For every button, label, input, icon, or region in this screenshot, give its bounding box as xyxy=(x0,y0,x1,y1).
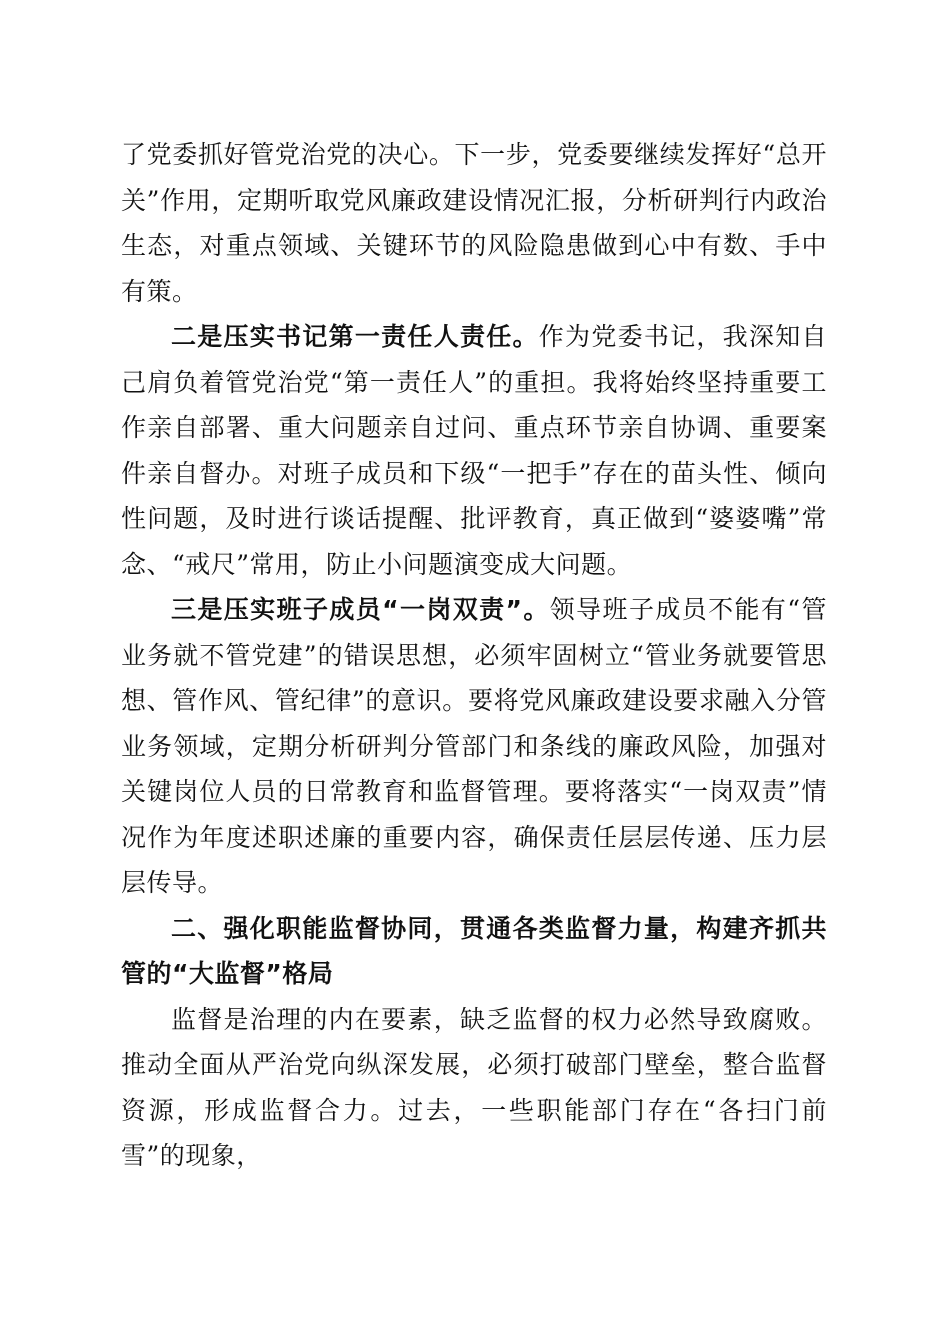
paragraph-body-team: 领导班子成员不能有“管业务就不管党建”的错误思想，必须牢固树立“管业务就要管思想、管作风、管纪律”的意识。要将党风廉政建设要求融入分管业务领域，定期分析研判分管部门和条线的廉政风险，加强对关键岗位人员的日常教育和监督管理。要将落实“一岗双责”情况作为年度述职述廉的重要内容，确保责任层层传递、压力层层传导。 xyxy=(121,595,827,897)
document-body xyxy=(121,132,827,1179)
paragraph-continuation: 了党委抓好管党治党的决心。下一步，党委要继续发挥好“总开关”作用，定期听取党风廉政建设情况汇报，分析研判行内政治生态，对重点领域、关键环节的风险隐患做到心中有数、手中有策。 xyxy=(121,140,827,306)
paragraph-secretary-responsibility xyxy=(121,314,827,587)
section-heading: 二、强化职能监督协同，贯通各类监督力量，构建齐抓共管的“大监督”格局 xyxy=(121,913,827,988)
paragraph-supervision: 监督是治理的内在要素，缺乏监督的权力必然导致腐败。推动全面从严治党向纵深发展，必须打破部门壁垒，整合监督资源，形成监督合力。过去，一些职能部门存在“各扫门前雪”的现象， xyxy=(121,1004,827,1170)
paragraph-body-secretary: 作为党委书记，我深知自己肩负着管党治党“第一责任人”的重担。我将始终坚持重要工作亲自部署、重大问题亲自过问、重点环节亲自协调、重要案件亲自督办。对班子成员和下级“一把手”存在的苗头性、倾向性问题，及时进行谈话提醒、批评教育，真正做到“婆婆嘴”常念、“戒尺”常用，防止小问题演变成大问题。 xyxy=(121,322,827,579)
paragraph-lead-secretary: 二是压实书记第一责任人责任。 xyxy=(171,322,539,351)
paragraph-team-responsibility xyxy=(121,587,827,906)
paragraph-lead-team: 三是压实班子成员“一岗双责”。 xyxy=(171,595,550,624)
